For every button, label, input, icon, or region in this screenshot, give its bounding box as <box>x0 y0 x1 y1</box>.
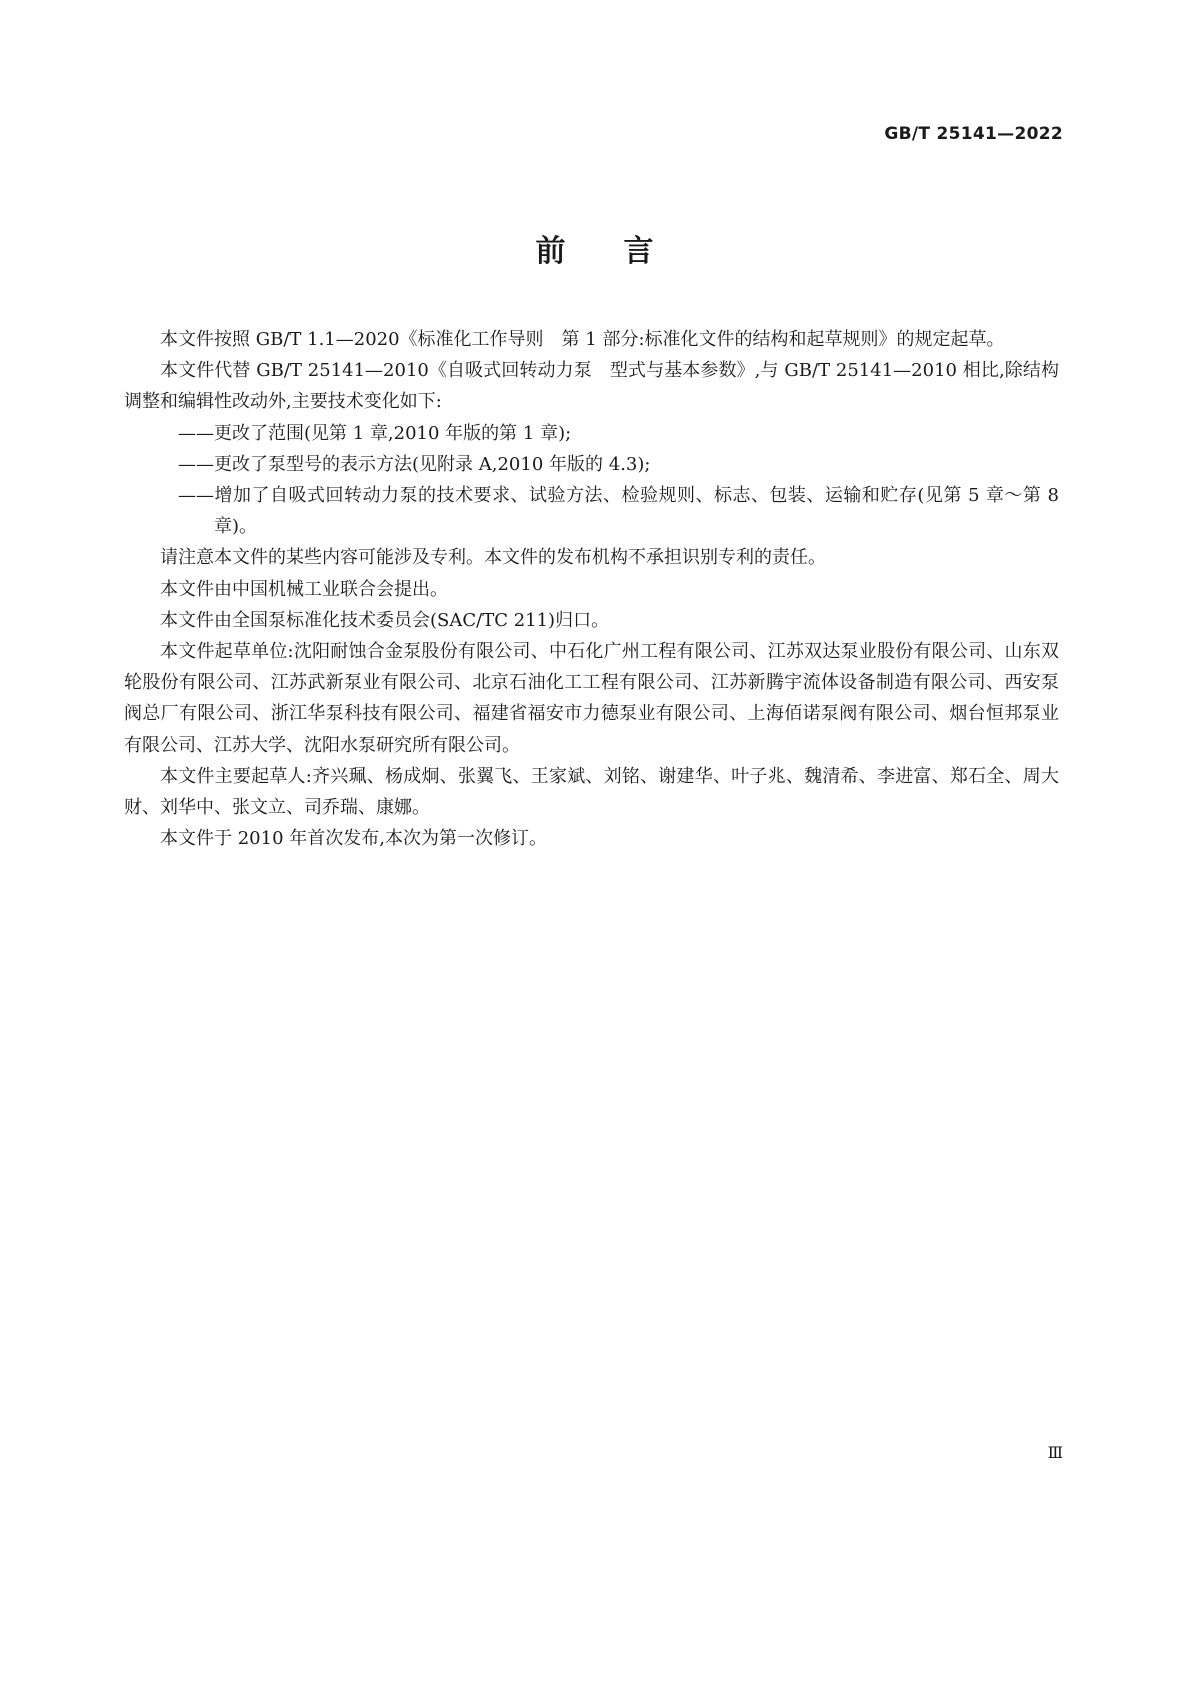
title-char-1: 前 <box>535 234 568 269</box>
foreword-body <box>124 324 1059 854</box>
page-title <box>0 226 1191 270</box>
paragraph-technical-committee: 本文件由全国泵标准化技术委员会(SAC/TC 211)归口。 <box>160 609 610 631</box>
paragraph-patent: 请注意本文件的某些内容可能涉及专利。本文件的发布机构不承担识别专利的责任。 <box>160 547 826 569</box>
paragraph-drafting-rules: 本文件按照 GB/T 1.1—2020《标准化工作导则 第 1 部分:标准化文件的结构和起草规则》的规定起草。 <box>160 329 1005 350</box>
change-item-model: ——更改了泵型号的表示方法(见附录 A,2010 年版的 4.3); <box>178 453 651 475</box>
page-number: Ⅲ <box>1047 1443 1063 1462</box>
paragraph-drafters: 本文件主要起草人:齐兴珮、杨成炯、张翼飞、王家斌、刘铭、谢建华、叶子兆、魏清希、李进富、郑石全、周大财、刘华中、张文立、司乔瑞、康娜。 <box>124 765 1059 819</box>
paragraph-replaces: 本文件代替 GB/T 25141—2010《自吸式回转动力泵 型式与基本参数》,与 GB/T 25141—2010 相比,除结构调整和编辑性改动外,主要技术变化如下: <box>124 360 1059 413</box>
standard-number: GB/T 25141—2022 <box>884 124 1063 144</box>
change-item-requirements: ——增加了自吸式回转动力泵的技术要求、试验方法、检验规则、标志、包装、运输和贮存(见第 5 章～第 8 章)。 <box>178 485 1059 538</box>
change-item-scope: ——更改了范围(见第 1 章,2010 年版的第 1 章); <box>178 422 572 444</box>
title-char-2: 言 <box>623 234 656 269</box>
paragraph-proposed-by: 本文件由中国机械工业联合会提出。 <box>160 578 448 600</box>
paragraph-history: 本文件于 2010 年首次发布,本次为第一次修订。 <box>160 828 547 850</box>
paragraph-drafting-units: 本文件起草单位:沈阳耐蚀合金泵股份有限公司、中石化广州工程有限公司、江苏双达泵业股份有限公司、山东双轮股份有限公司、江苏武新泵业有限公司、北京石油化工工程有限公司、江苏新腾宇流体设备制造有限公司、西安泵阀总厂有限公司、浙江华泵科技有限公司、福建省福安市力德泵业有限公司、上海佰诺泵阀有限公司、烟台恒邦泵业有限公司、江苏大学、沈阳水泵研究所有限公司。 <box>124 641 1059 756</box>
